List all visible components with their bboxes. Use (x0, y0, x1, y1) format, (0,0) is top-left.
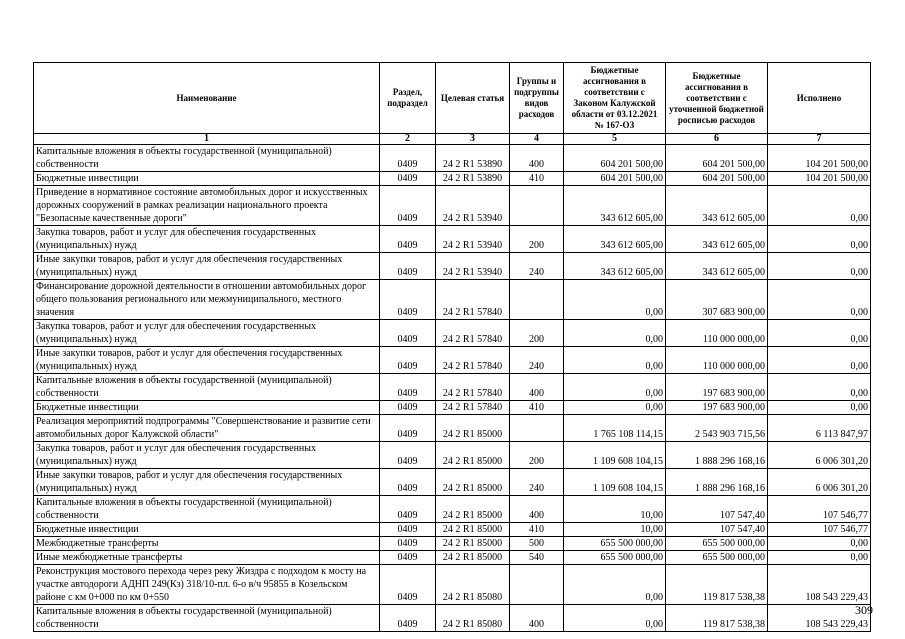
row-section: 0409 (380, 347, 436, 374)
row-section: 0409 (380, 226, 436, 253)
header-refined: Бюджетные ассигнования в соответствии с уточненной бюджетной росписью расходов (666, 63, 768, 134)
row-name: Капитальные вложения в объекты государственной (муниципальной) собственности (34, 145, 380, 172)
row-executed-amount: 6 006 301,20 (768, 442, 871, 469)
row-executed-amount: 107 546,77 (768, 523, 871, 537)
row-refined-amount: 1 888 296 168,16 (666, 469, 768, 496)
row-law-amount: 0,00 (564, 401, 666, 415)
row-target: 24 2 R1 57840 (436, 401, 510, 415)
row-law-amount: 655 500 000,00 (564, 537, 666, 551)
row-group: 410 (510, 401, 564, 415)
col-number: 5 (564, 134, 666, 145)
row-name: Иные межбюджетные трансферты (34, 551, 380, 565)
row-executed-amount: 0,00 (768, 253, 871, 280)
table-row (34, 442, 871, 469)
table-body (34, 145, 871, 632)
table-row (34, 253, 871, 280)
row-target: 24 2 R1 57840 (436, 374, 510, 401)
row-refined-amount: 2 543 903 715,56 (666, 415, 768, 442)
row-name: Иные закупки товаров, работ и услуг для обеспечения государственных (муниципальных) нужд (34, 347, 380, 374)
row-target: 24 2 R1 85080 (436, 605, 510, 632)
row-target: 24 2 R1 53940 (436, 186, 510, 226)
table-row (34, 523, 871, 537)
table-row (34, 145, 871, 172)
row-refined-amount: 107 547,40 (666, 496, 768, 523)
row-section: 0409 (380, 280, 436, 320)
row-executed-amount: 107 546,77 (768, 496, 871, 523)
row-law-amount: 0,00 (564, 280, 666, 320)
row-executed-amount: 0,00 (768, 226, 871, 253)
row-refined-amount: 655 500 000,00 (666, 551, 768, 565)
table-row (34, 496, 871, 523)
row-law-amount: 10,00 (564, 523, 666, 537)
row-refined-amount: 197 683 900,00 (666, 401, 768, 415)
row-executed-amount: 0,00 (768, 551, 871, 565)
table-row (34, 280, 871, 320)
row-refined-amount: 604 201 500,00 (666, 145, 768, 172)
row-executed-amount: 0,00 (768, 401, 871, 415)
row-law-amount: 0,00 (564, 374, 666, 401)
row-section: 0409 (380, 145, 436, 172)
table-row (34, 186, 871, 226)
row-executed-amount: 6 006 301,20 (768, 469, 871, 496)
row-name: Закупка товаров, работ и услуг для обеспечения государственных (муниципальных) нужд (34, 320, 380, 347)
row-name: Реализация мероприятий подпрограммы "Совершенствование и развитие сети автомобильных дорог Калужской области" (34, 415, 380, 442)
row-refined-amount: 604 201 500,00 (666, 172, 768, 186)
row-group (510, 415, 564, 442)
row-section: 0409 (380, 496, 436, 523)
row-executed-amount: 108 543 229,43 (768, 565, 871, 605)
row-refined-amount: 119 817 538,38 (666, 605, 768, 632)
row-name: Иные закупки товаров, работ и услуг для обеспечения государственных (муниципальных) нужд (34, 469, 380, 496)
row-section: 0409 (380, 253, 436, 280)
row-name: Закупка товаров, работ и услуг для обеспечения государственных (муниципальных) нужд (34, 442, 380, 469)
row-name: Реконструкция мостового перехода через реку Жиздра с подходом к мосту на участке автодороги АДНП 249(Кз) 318/10-пл. 6-о в/ч 95855 в Козельском районе с км 0+000 по км 0+550 (34, 565, 380, 605)
row-group: 200 (510, 320, 564, 347)
row-name: Бюджетные инвестиции (34, 401, 380, 415)
row-executed-amount: 104 201 500,00 (768, 145, 871, 172)
row-refined-amount: 655 500 000,00 (666, 537, 768, 551)
row-target: 24 2 R1 85080 (436, 565, 510, 605)
row-target: 24 2 R1 85000 (436, 496, 510, 523)
row-refined-amount: 119 817 538,38 (666, 565, 768, 605)
row-group: 240 (510, 347, 564, 374)
row-section: 0409 (380, 401, 436, 415)
row-law-amount: 0,00 (564, 605, 666, 632)
row-section: 0409 (380, 320, 436, 347)
table-row (34, 172, 871, 186)
row-group: 200 (510, 442, 564, 469)
row-target: 24 2 R1 53890 (436, 172, 510, 186)
budget-table (33, 62, 871, 632)
row-target: 24 2 R1 85000 (436, 551, 510, 565)
row-target: 24 2 R1 53940 (436, 226, 510, 253)
row-refined-amount: 107 547,40 (666, 523, 768, 537)
row-refined-amount: 1 888 296 168,16 (666, 442, 768, 469)
row-section: 0409 (380, 565, 436, 605)
row-law-amount: 1 109 608 104,15 (564, 469, 666, 496)
row-law-amount: 343 612 605,00 (564, 226, 666, 253)
table-row (34, 469, 871, 496)
row-group: 410 (510, 523, 564, 537)
row-target: 24 2 R1 57840 (436, 347, 510, 374)
row-group: 500 (510, 537, 564, 551)
row-section: 0409 (380, 551, 436, 565)
row-law-amount: 1 109 608 104,15 (564, 442, 666, 469)
row-refined-amount: 343 612 605,00 (666, 253, 768, 280)
row-group: 400 (510, 374, 564, 401)
row-target: 24 2 R1 53940 (436, 253, 510, 280)
table-row (34, 226, 871, 253)
table-row (34, 605, 871, 632)
row-name: Бюджетные инвестиции (34, 523, 380, 537)
table-row (34, 565, 871, 605)
table-row (34, 415, 871, 442)
row-section: 0409 (380, 605, 436, 632)
row-group (510, 280, 564, 320)
row-section: 0409 (380, 469, 436, 496)
table-row (34, 537, 871, 551)
row-group: 410 (510, 172, 564, 186)
row-target: 24 2 R1 53890 (436, 145, 510, 172)
row-name: Закупка товаров, работ и услуг для обеспечения государственных (муниципальных) нужд (34, 226, 380, 253)
page-number: 309 (855, 603, 873, 617)
row-target: 24 2 R1 85000 (436, 469, 510, 496)
row-law-amount: 343 612 605,00 (564, 253, 666, 280)
row-section: 0409 (380, 186, 436, 226)
row-target: 24 2 R1 57840 (436, 320, 510, 347)
row-group: 400 (510, 605, 564, 632)
table-row (34, 374, 871, 401)
table-row (34, 320, 871, 347)
row-name: Капитальные вложения в объекты государственной (муниципальной) собственности (34, 496, 380, 523)
row-law-amount: 1 765 108 114,15 (564, 415, 666, 442)
table-row (34, 347, 871, 374)
header-executed: Исполнено (768, 63, 871, 134)
row-name: Иные закупки товаров, работ и услуг для обеспечения государственных (муниципальных) нужд (34, 253, 380, 280)
row-refined-amount: 110 000 000,00 (666, 347, 768, 374)
row-section: 0409 (380, 172, 436, 186)
row-name: Приведение в нормативное состояние автомобильных дорог и искусственных дорожных сооружений в рамках реализации национального проекта "Безопасные качественные дороги" (34, 186, 380, 226)
row-law-amount: 0,00 (564, 320, 666, 347)
row-name: Бюджетные инвестиции (34, 172, 380, 186)
col-number: 3 (436, 134, 510, 145)
row-name: Капитальные вложения в объекты государственной (муниципальной) собственности (34, 605, 380, 632)
row-executed-amount: 0,00 (768, 320, 871, 347)
row-executed-amount: 0,00 (768, 537, 871, 551)
header-group: Группы и подгруппы видов расходов (510, 63, 564, 134)
row-executed-amount: 104 201 500,00 (768, 172, 871, 186)
row-law-amount: 604 201 500,00 (564, 172, 666, 186)
header-target: Целевая статья (436, 63, 510, 134)
column-numbers-row (34, 134, 871, 145)
table-row (34, 551, 871, 565)
row-executed-amount: 6 113 847,97 (768, 415, 871, 442)
row-group: 400 (510, 145, 564, 172)
row-refined-amount: 197 683 900,00 (666, 374, 768, 401)
col-number: 2 (380, 134, 436, 145)
row-executed-amount: 0,00 (768, 186, 871, 226)
row-name: Капитальные вложения в объекты государственной (муниципальной) собственности (34, 374, 380, 401)
row-refined-amount: 343 612 605,00 (666, 226, 768, 253)
row-refined-amount: 110 000 000,00 (666, 320, 768, 347)
row-group: 400 (510, 496, 564, 523)
row-group (510, 186, 564, 226)
row-section: 0409 (380, 374, 436, 401)
row-target: 24 2 R1 85000 (436, 523, 510, 537)
header-law: Бюджетные ассигнования в соответствии с Законом Калужской области от 03.12.2021 № 167-ОЗ (564, 63, 666, 134)
row-target: 24 2 R1 57840 (436, 280, 510, 320)
row-group: 240 (510, 469, 564, 496)
row-refined-amount: 343 612 605,00 (666, 186, 768, 226)
row-target: 24 2 R1 85000 (436, 442, 510, 469)
row-refined-amount: 307 683 900,00 (666, 280, 768, 320)
row-executed-amount: 0,00 (768, 347, 871, 374)
col-number: 4 (510, 134, 564, 145)
header-row (34, 63, 871, 134)
row-section: 0409 (380, 442, 436, 469)
row-group (510, 565, 564, 605)
row-law-amount: 343 612 605,00 (564, 186, 666, 226)
row-executed-amount: 0,00 (768, 280, 871, 320)
table-row (34, 401, 871, 415)
row-law-amount: 0,00 (564, 347, 666, 374)
row-target: 24 2 R1 85000 (436, 415, 510, 442)
row-group: 240 (510, 253, 564, 280)
row-law-amount: 604 201 500,00 (564, 145, 666, 172)
header-name: Наименование (34, 63, 380, 134)
col-number: 7 (768, 134, 871, 145)
row-executed-amount: 0,00 (768, 374, 871, 401)
row-name: Финансирование дорожной деятельности в отношении автомобильных дорог общего пользования регионального или межмуниципального, местного значения (34, 280, 380, 320)
row-name: Межбюджетные трансферты (34, 537, 380, 551)
header-section: Раздел, подраздел (380, 63, 436, 134)
row-law-amount: 10,00 (564, 496, 666, 523)
row-section: 0409 (380, 415, 436, 442)
row-group: 540 (510, 551, 564, 565)
row-target: 24 2 R1 85000 (436, 537, 510, 551)
col-number: 1 (34, 134, 380, 145)
col-number: 6 (666, 134, 768, 145)
row-law-amount: 0,00 (564, 565, 666, 605)
row-executed-amount: 108 543 229,43 (768, 605, 871, 632)
row-group: 200 (510, 226, 564, 253)
row-section: 0409 (380, 537, 436, 551)
row-section: 0409 (380, 523, 436, 537)
row-law-amount: 655 500 000,00 (564, 551, 666, 565)
